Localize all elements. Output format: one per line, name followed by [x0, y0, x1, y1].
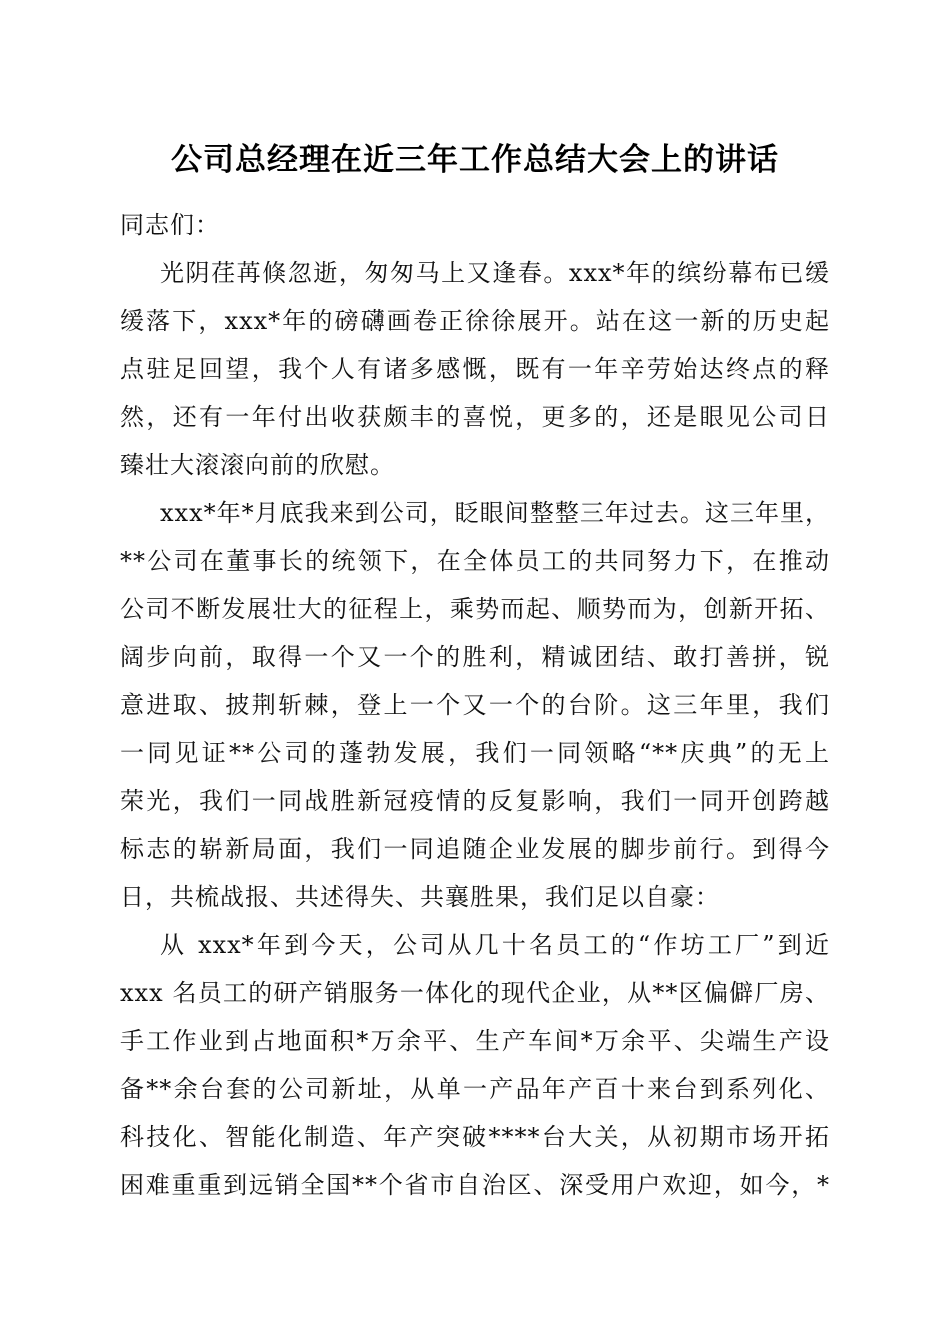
paragraph-line: 公司不断发展壮大的征程上，乘势而起、顺势而为，创新开拓、 — [120, 595, 830, 623]
paragraph-line: 缓落下，xxx*年的磅礴画卷正徐徐展开。站在这一新的历史起 — [120, 307, 830, 335]
paragraph-line: 荣光，我们一同战胜新冠疫情的反复影响，我们一同开创跨越 — [120, 787, 830, 815]
document-body — [120, 201, 830, 1209]
paragraph-line: xxx 名员工的研产销服务一体化的现代企业，从**区偏僻厂房、 — [120, 979, 830, 1007]
document-title: 公司总经理在近三年工作总结大会上的讲话 — [171, 142, 779, 178]
paragraph-line: 手工作业到占地面积*万余平、生产车间*万余平、尖端生产设 — [120, 1027, 830, 1055]
paragraph-line: xxx*年*月底我来到公司，眨眼间整整三年过去。这三年里， — [160, 499, 830, 527]
paragraph-line: 一同见证**公司的蓬勃发展，我们一同领略“**庆典”的无上 — [120, 739, 830, 767]
paragraph-line: 阔步向前，取得一个又一个的胜利，精诚团结、敢打善拼，锐 — [120, 643, 830, 671]
paragraph-line: 光阴荏苒倏忽逝，匆匆马上又逢春。xxx*年的缤纷幕布已缓 — [160, 259, 830, 287]
paragraph-line: 日，共梳战报、共述得失、共襄胜果，我们足以自豪： — [120, 883, 720, 911]
paragraph-line: 困难重重到远销全国**个省市自治区、深受用户欢迎，如今，* — [120, 1171, 830, 1199]
paragraph-line: 备**余台套的公司新址，从单一产品年产百十来台到系列化、 — [120, 1075, 830, 1103]
paragraph-line: 标志的崭新局面，我们一同追随企业发展的脚步前行。到得今 — [120, 835, 830, 863]
paragraph-line: 然，还有一年付出收获颇丰的喜悦，更多的，还是眼见公司日 — [120, 403, 830, 431]
salutation: 同志们： — [120, 211, 220, 239]
paragraph-line: **公司在董事长的统领下，在全体员工的共同努力下，在推动 — [120, 547, 830, 575]
paragraph-line: 从 xxx*年到今天，公司从几十名员工的“作坊工厂”到近 — [160, 931, 830, 959]
paragraph-line: 意进取、披荆斩棘，登上一个又一个的台阶。这三年里，我们 — [120, 691, 830, 719]
paragraph-line: 点驻足回望，我个人有诸多感慨，既有一年辛劳始达终点的释 — [120, 355, 830, 383]
paragraph-line: 臻壮大滚滚向前的欣慰。 — [120, 451, 395, 479]
paragraph-line: 科技化、智能化制造、年产突破****台大关，从初期市场开拓 — [120, 1123, 830, 1151]
